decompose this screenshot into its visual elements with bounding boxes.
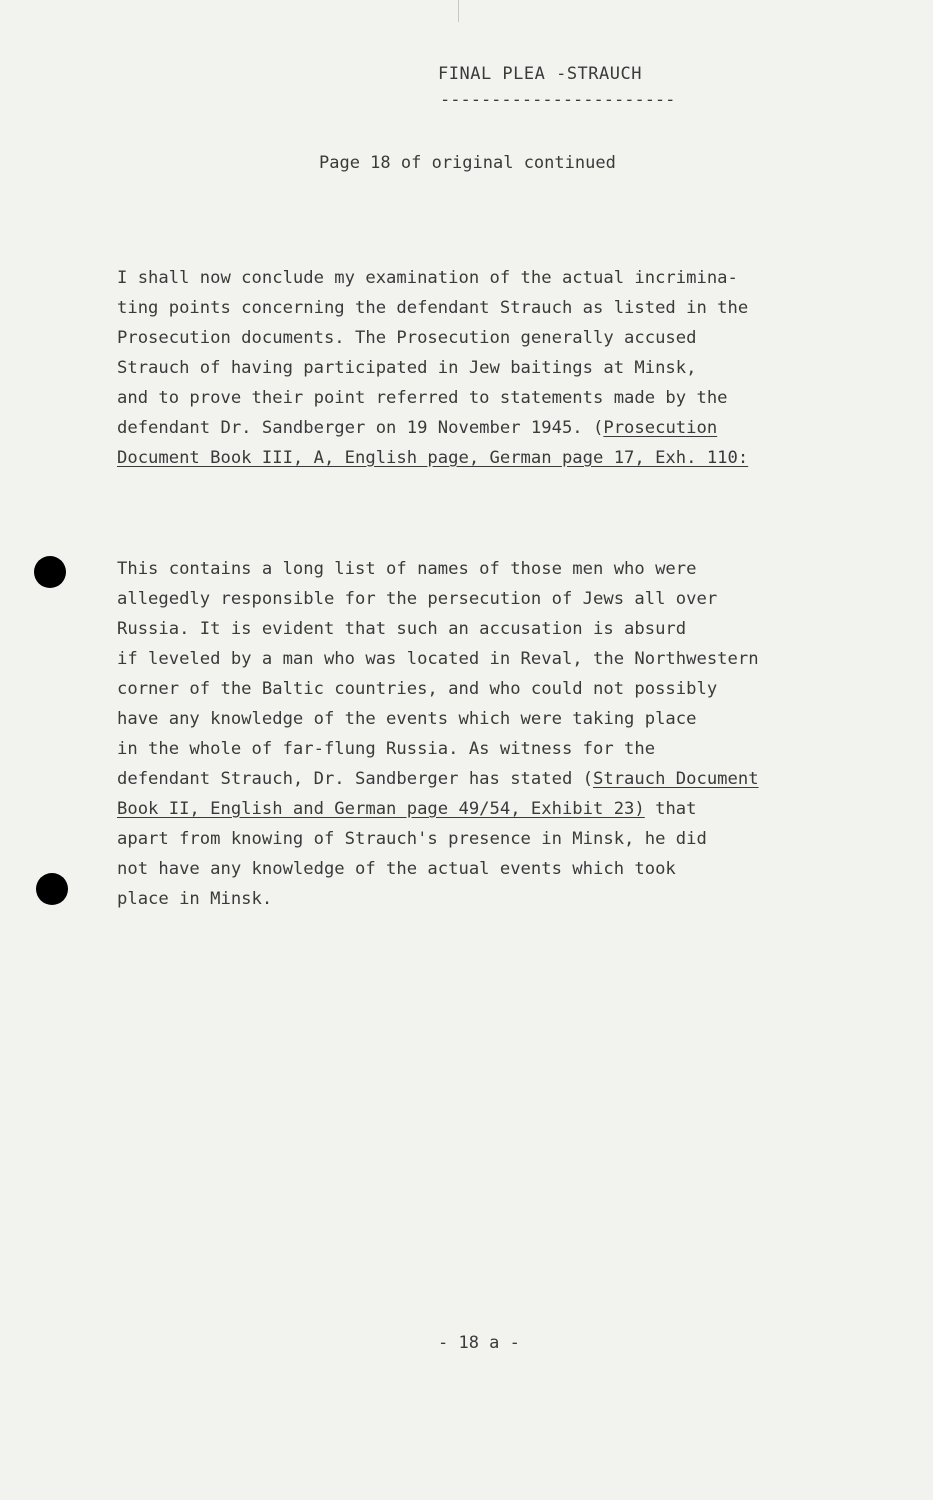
text-line: place in Minsk. bbox=[117, 889, 273, 909]
document-title: FINAL PLEA -STRAUCH bbox=[438, 64, 642, 84]
underlined-citation: Book II, English and German page 49/54, Exhibit 23) bbox=[117, 799, 645, 819]
paragraph-sandberger-statement bbox=[117, 554, 759, 914]
text-line: corner of the Baltic countries, and who could not possibly bbox=[117, 679, 718, 699]
paper-mark bbox=[458, 0, 459, 22]
text-line: This contains a long list of names of those men who were bbox=[117, 559, 697, 579]
text-line: if leveled by a man who was located in Reval, the Northwestern bbox=[117, 649, 759, 669]
paragraph-prosecution-accusation bbox=[117, 263, 759, 473]
text-line: allegedly responsible for the persecution of Jews all over bbox=[117, 589, 718, 609]
text-line bbox=[117, 764, 759, 794]
body-text bbox=[117, 203, 759, 974]
underlined-citation: Document Book III, A, English page, German page 17, Exh. 110: bbox=[117, 448, 749, 468]
underlined-citation: Prosecution bbox=[603, 418, 718, 438]
punch-hole bbox=[36, 873, 68, 905]
text-line: Strauch of having participated in Jew baitings at Minsk, bbox=[117, 358, 697, 378]
text-line bbox=[117, 794, 759, 824]
text-line: apart from knowing of Strauch's presence in Minsk, he did bbox=[117, 829, 707, 849]
text-line bbox=[117, 413, 759, 443]
text-segment: that bbox=[644, 799, 697, 819]
text-line: Prosecution documents. The Prosecution generally accused bbox=[117, 328, 697, 348]
text-line bbox=[117, 443, 759, 473]
text-line: not have any knowledge of the actual events which took bbox=[117, 859, 676, 879]
text-segment: defendant Dr. Sandberger on 19 November 1945. ( bbox=[117, 418, 604, 438]
punch-hole bbox=[34, 556, 66, 588]
text-line: Russia. It is evident that such an accusation is absurd bbox=[117, 619, 687, 639]
text-line: ting points concerning the defendant Strauch as listed in the bbox=[117, 298, 749, 318]
title-underline-rule: ----------------------- bbox=[440, 90, 676, 110]
page-number: - 18 a - bbox=[438, 1333, 520, 1353]
text-line: I shall now conclude my examination of the actual incrimina- bbox=[117, 268, 738, 288]
text-line: in the whole of far-flung Russia. As witness for the bbox=[117, 739, 656, 759]
text-line: and to prove their point referred to statements made by the bbox=[117, 388, 728, 408]
text-segment: defendant Strauch, Dr. Sandberger has stated ( bbox=[117, 769, 593, 789]
text-line: have any knowledge of the events which were taking place bbox=[117, 709, 697, 729]
underlined-citation: Strauch Document bbox=[593, 769, 759, 789]
page-continuation-note: Page 18 of original continued bbox=[319, 153, 616, 173]
